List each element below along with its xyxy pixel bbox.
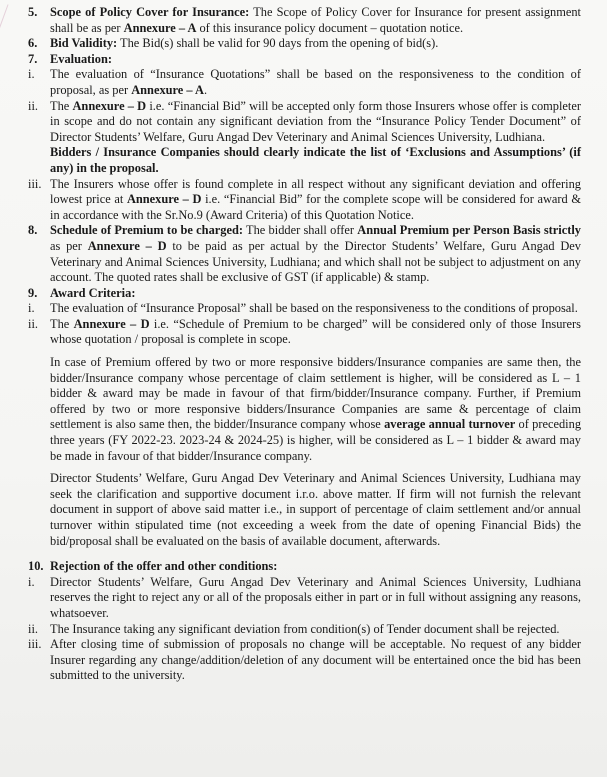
item-number: i. [28, 301, 35, 316]
section-10-item-i [28, 575, 581, 622]
text: In case of Premium offered by two or more responsive bidders/Insurance companies are same then, the bidder/Insurance company whose percentage of claim settlement is higher, will be considered as L – 1 bidder & award may be made in favour of that firm/bidder/Insurance company. Further, if Premium offered by two or more responsive bidders/Insurance Companies are same & percentage of claim settlement is also same then, the bidder/Insurance company whose [50, 355, 581, 432]
section-number: 9. [28, 285, 38, 300]
item-text: The Insurance taking any significant deviation from condition(s) of Tender document shall be rejected. [50, 621, 560, 636]
text: The [50, 316, 74, 331]
tie-break-paragraph [50, 355, 581, 464]
section-9-item-i [28, 301, 581, 317]
text: of this insurance policy document – quotation notice. [196, 20, 464, 35]
section-number: 8. [28, 223, 38, 238]
clarification-paragraph: Director Students’ Welfare, Guru Angad Dev Veterinary and Animal Sciences University, Ludhiana may seek the clarification and supportive document i.r.o. above matter. If firm will not furnish the relevant document in support of above said matter i.e., in support of percentage of claim settlement and/or annual turnover within stipulated time (not exceeding a week from the date of opening Financial Bids) the bid/proposal shall be evaluated on the basis of available document, afterwards. [50, 471, 581, 548]
text: i.e. “Financial Bid” will be accepted only form those Insurers whose offer is completer in scope and do not contain any significant deviation from the “Insurance Policy Tender Document” of Director Students’ Welfare, Guru Angad Dev Veterinary and Animal Sciences University, Ludhiana. [50, 98, 581, 144]
annexure-ref: Annexure – D [87, 238, 167, 253]
section-number: 6. [28, 36, 38, 51]
section-title: Bid Validity: [50, 36, 118, 51]
item-number: ii. [28, 316, 38, 331]
item-number: iii. [28, 637, 42, 652]
item-number: i. [28, 574, 35, 589]
text: The Bid(s) shall be valid for 90 days from the opening of bid(s). [117, 36, 439, 51]
item-text: The evaluation of “Insurance Proposal” shall be based on the responsiveness to the conditions of proposal. [50, 301, 578, 316]
text: The Scope of Policy Cover for Insurance for present assignment shall be as per [50, 5, 581, 35]
text: to be paid as per actual by the Director Students’ Welfare, Guru Angad Dev Veterinary and Animal Sciences University, Ludhiana; and which shall not be subject to adjustment on any account. The quoted rates shall be exclusive of GST (if applicable) & stamp. [50, 238, 581, 285]
section-number: 5. [28, 5, 38, 19]
text: . [203, 82, 208, 97]
document-body [28, 5, 581, 684]
section-6 [28, 36, 581, 52]
section-9-item-ii [28, 317, 581, 348]
item-text [50, 177, 581, 224]
annexure-ref: Annexure – A [131, 82, 204, 97]
annexure-ref: Annexure – A [123, 20, 197, 35]
section-text [50, 223, 581, 285]
item-text: After closing time of submission of proposals no change will be acceptable. No request of any bidder Insurer regarding any change/addition/deletion of any document will be entertained once the bid has been submitted to the university. [50, 637, 581, 683]
item-number: iii. [28, 176, 42, 191]
section-text [50, 5, 581, 36]
section-number: 7. [28, 51, 38, 66]
section-8 [28, 223, 581, 285]
text: The Insurers whose offer is found complete in all respect without any significant deviation and offering lowest price at [50, 176, 581, 207]
spacer [28, 464, 581, 471]
section-text [50, 36, 581, 52]
text: The [50, 98, 73, 113]
section-10-item-iii [28, 637, 581, 684]
section-5 [28, 5, 581, 36]
text: The evaluation of “Insurance Quotations” shall be based on the responsiveness to the condition of proposal, as per [50, 67, 581, 97]
item-text [50, 67, 581, 98]
section-title: Scope of Policy Cover for Insurance: [50, 5, 250, 19]
text: as per [50, 238, 88, 253]
item-number: i. [28, 67, 35, 82]
text: of preceding three years (FY 2022-23. 2023-24 & 2024-25) is higher, will be considered as L – 1 bidder & award may be made in favour of that bidder/Insurance company. [50, 417, 582, 463]
turnover-criterion: average annual turnover [384, 417, 516, 432]
section-title: Award Criteria: [50, 285, 136, 300]
section-number: 10. [28, 559, 44, 574]
item-number: ii. [28, 621, 38, 636]
section-10 [28, 559, 581, 575]
section-10-item-ii [28, 622, 581, 638]
section-title: Evaluation: [50, 51, 112, 66]
section-7 [28, 52, 581, 68]
section-7-item-ii [28, 99, 581, 177]
section-title: Rejection of the offer and other conditions: [50, 559, 278, 574]
section-7-item-iii [28, 177, 581, 224]
text: i.e. “Schedule of Premium to be charged” will be considered only of those Insurers whose quotation / proposal is complete in scope. [50, 316, 581, 347]
item-text [50, 99, 581, 177]
annexure-ref: Annexure – D [73, 316, 150, 331]
annexure-ref: Annexure – D [72, 98, 147, 113]
text: i.e. “Financial Bid” for the complete scope will be considered for award & in accordance with the Sr.No.9 (Award Criteria) of this Quotation Notice. [50, 192, 581, 222]
item-text [50, 317, 581, 348]
spacer [28, 348, 581, 355]
annexure-ref: Annexure – D [126, 192, 202, 207]
text: The bidder shall offer [242, 223, 358, 238]
premium-basis: Annual Premium per Person Basis strictly [357, 223, 581, 238]
section-title: Schedule of Premium to be charged: [50, 223, 243, 238]
item-number: ii. [28, 98, 38, 113]
item-text: Director Students’ Welfare, Guru Angad Dev Veterinary and Animal Sciences University, Ludhiana reserves the right to reject any or all of the proposals either in part or in full without assigning any reasons, whatsoever. [50, 574, 581, 620]
section-7-item-i [28, 67, 581, 98]
exclusions-note: Bidders / Insurance Companies should clearly indicate the list of ‘Exclusions and Assumptions’ (if any) in the proposal. [50, 145, 581, 175]
section-9 [28, 286, 581, 302]
pen-mark [0, 4, 22, 37]
